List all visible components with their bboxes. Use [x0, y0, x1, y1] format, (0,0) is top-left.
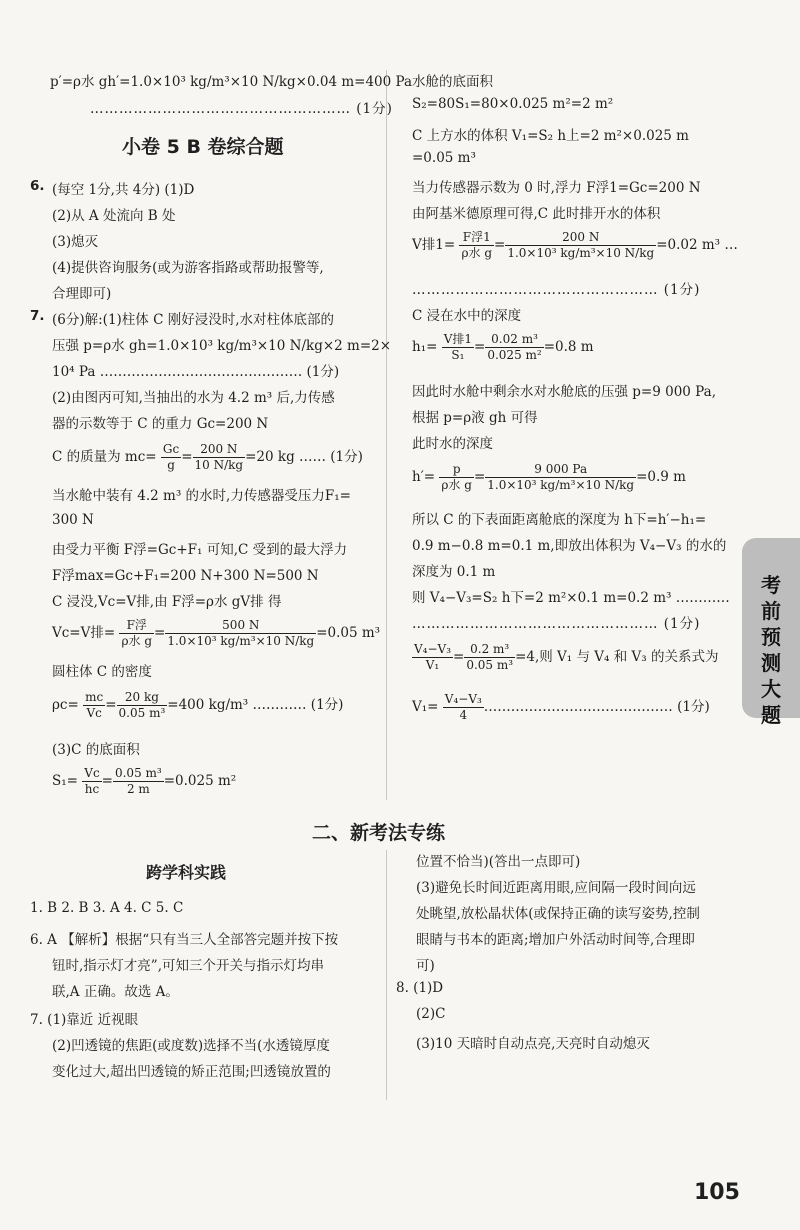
bottom-right-column — [396, 850, 741, 1110]
text-line: 当力传感器示数为 0 时,浮力 F浮1=Gc=200 N — [412, 180, 701, 196]
text-line: 7. (1)靠近 近视眼 — [30, 1012, 139, 1028]
text-line: (2)C — [416, 1006, 446, 1022]
side-tab — [742, 538, 800, 727]
text-line: p′=ρ水 gh′=1.0×10³ kg/m³×10 N/kg×0.04 m=400 Pa — [50, 74, 413, 90]
formula-line: $\frac{\text{V₄−V₃}}{\text{V₁}}$ = $\frac{\text{0.2 m³}}{\text{0.05 m³}}$ =4,则 V₁ 与 V₄ 和 V₃ 的关系式为 — [414, 642, 719, 672]
text-line: 0.9 m−0.8 m=0.1 m,即放出体积为 V₄−V₃ 的水的 — [412, 538, 727, 554]
text-line: (3)C 的底面积 — [52, 742, 140, 758]
text-line: 由受力平衡 F浮=Gc+F₁ 可知,C 受到的最大浮力 — [52, 542, 348, 558]
text-line: 变化过大,超出凹透镜的矫正范围;凹透镜放置的 — [52, 1064, 331, 1080]
text-line: 300 N — [52, 512, 94, 528]
text-line: C 浸在水中的深度 — [412, 308, 522, 324]
text-line: 由阿基米德原理可得,C 此时排开水的体积 — [412, 206, 661, 222]
right-column — [412, 0, 742, 810]
text-line: 8. (1)D — [396, 980, 444, 996]
formula-line: V排1= $\frac{\text{F浮1}}{\text{ρ水 g}}$ = $\frac{200 N}{\text{1.0×10³ kg/m³×10 N/kg}}$ =0.02 m³ … — [412, 230, 738, 260]
text-line: 则 V₄−V₃=S₂ h下=2 m²×0.1 m=0.2 m³ ………… — [412, 590, 730, 606]
text-line: 器的示数等于 C 的重力 Gc=200 N — [52, 416, 269, 432]
text-line: 10⁴ Pa ……………………………………… (1分) — [52, 364, 340, 380]
question-number: 6. — [30, 178, 45, 194]
bottom-left-column — [30, 850, 380, 1110]
text-line: 圆柱体 C 的密度 — [52, 664, 152, 680]
text-line: 钮时,指示灯才亮”,可知三个开关与指示灯均串 — [52, 958, 324, 974]
text-line: 眼睛与书本的距离;增加户外活动时间等,合理即 — [416, 932, 695, 948]
formula-line: V₁= $\frac{\text{V₄−V₃}}{4}$ …………………………………… (1分) — [412, 692, 710, 722]
text-line: 深度为 0.1 m — [412, 564, 496, 580]
text-line: (每空 1分,共 4分) (1)D — [52, 182, 195, 198]
section-title: 二、新考法专练 — [312, 822, 446, 844]
text-line: (2)从 A 处流向 B 处 — [52, 208, 176, 224]
formula-line: h′= $\frac{p}{\text{ρ水 g}}$ = $\frac{9 000 Pa}{\text{1.0×10³ kg/m³×10 N/kg}}$ =0.9 m — [412, 462, 686, 492]
text-line: (3)避免长时间近距离用眼,应间隔一段时间向远 — [416, 880, 696, 896]
text-line: F浮max=Gc+F₁=200 N+300 N=500 N — [52, 568, 319, 584]
text-line: 因此时水舱中剩余水对水舱底的压强 p=9 000 Pa, — [412, 384, 716, 400]
text-line: …………………………………………… (1分) — [412, 616, 701, 632]
page-number: 105 — [694, 1180, 740, 1205]
text-line: (3)熄灭 — [52, 234, 99, 250]
column-divider-bottom — [386, 850, 387, 1100]
left-column — [30, 0, 413, 810]
formula-line: ρc= $\frac{mc}{Vc}$ = $\frac{20 kg}{\text{0.05 m³}}$ =400 kg/m³ ………… (1分) — [52, 690, 344, 720]
text-line: 合理即可) — [52, 286, 112, 302]
text-line: C 上方水的体积 V₁=S₂ h上=2 m²×0.025 m — [412, 128, 689, 144]
text-line: C 浸没,Vc=V排,由 F浮=ρ水 gV排 得 — [52, 594, 282, 610]
text-line: (4)提供咨询服务(或为游客指路或帮助报警等, — [52, 260, 324, 276]
column-divider-top — [386, 70, 387, 800]
text-line: (2)凹透镜的焦距(或度数)选择不当(水透镜厚度 — [52, 1038, 330, 1054]
formula-line: Vc=V排= $\frac{\text{F浮}}{\text{ρ水 g}}$ = $\frac{500 N}{\text{1.0×10³ kg/m³×10 N/kg}}$ =0.05 m³ — [52, 618, 381, 648]
formula-line: C 的质量为 mc= $\frac{Gc}{g}$ = $\frac{200 N}{10 N/kg}$ =20 kg …… (1分) — [52, 442, 363, 472]
text-line: (3)10 天暗时自动点亮,天亮时自动熄灭 — [416, 1036, 650, 1052]
text-line: (6分)解:(1)柱体 C 刚好浸没时,水对柱体底部的 — [52, 312, 334, 328]
text-line: 6. A 【解析】根据“只有当三人全部答完题并按下按 — [30, 932, 339, 948]
text-line: 当水舱中装有 4.2 m³ 的水时,力传感器受压力F₁= — [52, 488, 351, 504]
text-line: …………………………………………… (1分) — [412, 282, 701, 298]
text-line: (2)由图丙可知,当抽出的水为 4.2 m³ 后,力传感 — [52, 390, 335, 406]
text-line: 可) — [416, 958, 435, 974]
question-number: 7. — [30, 308, 45, 324]
text-line: 水舱的底面积 — [412, 74, 493, 90]
text-line: 压强 p=ρ水 gh=1.0×10³ kg/m³×10 N/kg×2 m=2× — [52, 338, 392, 354]
formula-line: S₁= $\frac{Vc}{hc}$ = $\frac{\text{0.05 m³}}{2 m}$ =0.025 m² — [52, 766, 237, 796]
side-tab-label: 考前预测大题 — [761, 573, 781, 727]
text-line: 此时水的深度 — [412, 436, 493, 452]
subsection-title: 跨学科实践 — [146, 863, 227, 882]
text-line: 所以 C 的下表面距离舱底的深度为 h下=h′−h₁= — [412, 512, 707, 528]
text-line: 位置不恰当)(答出一点即可) — [416, 854, 581, 870]
text-line: 根据 p=ρ液 gh 可得 — [412, 410, 538, 426]
text-line: 联,A 正确。故选 A。 — [52, 984, 179, 1000]
text-line: ……………………………………………… (1分) — [90, 101, 393, 117]
text-line: =0.05 m³ — [412, 150, 476, 166]
text-line: 1. B 2. B 3. A 4. C 5. C — [30, 900, 184, 916]
text-line: 处眺望,放松晶状体(或保持正确的读写姿势,控制 — [416, 906, 700, 922]
formula-line: h₁= $\frac{\text{V排1}}{\text{S₁}}$ = $\frac{\text{0.02 m³}}{\text{0.025 m²}}$ =0.8 m — [412, 332, 594, 362]
text-line: S₂=80S₁=80×0.025 m²=2 m² — [412, 96, 614, 112]
section-title: 小卷 5 B 卷综合题 — [122, 136, 284, 158]
